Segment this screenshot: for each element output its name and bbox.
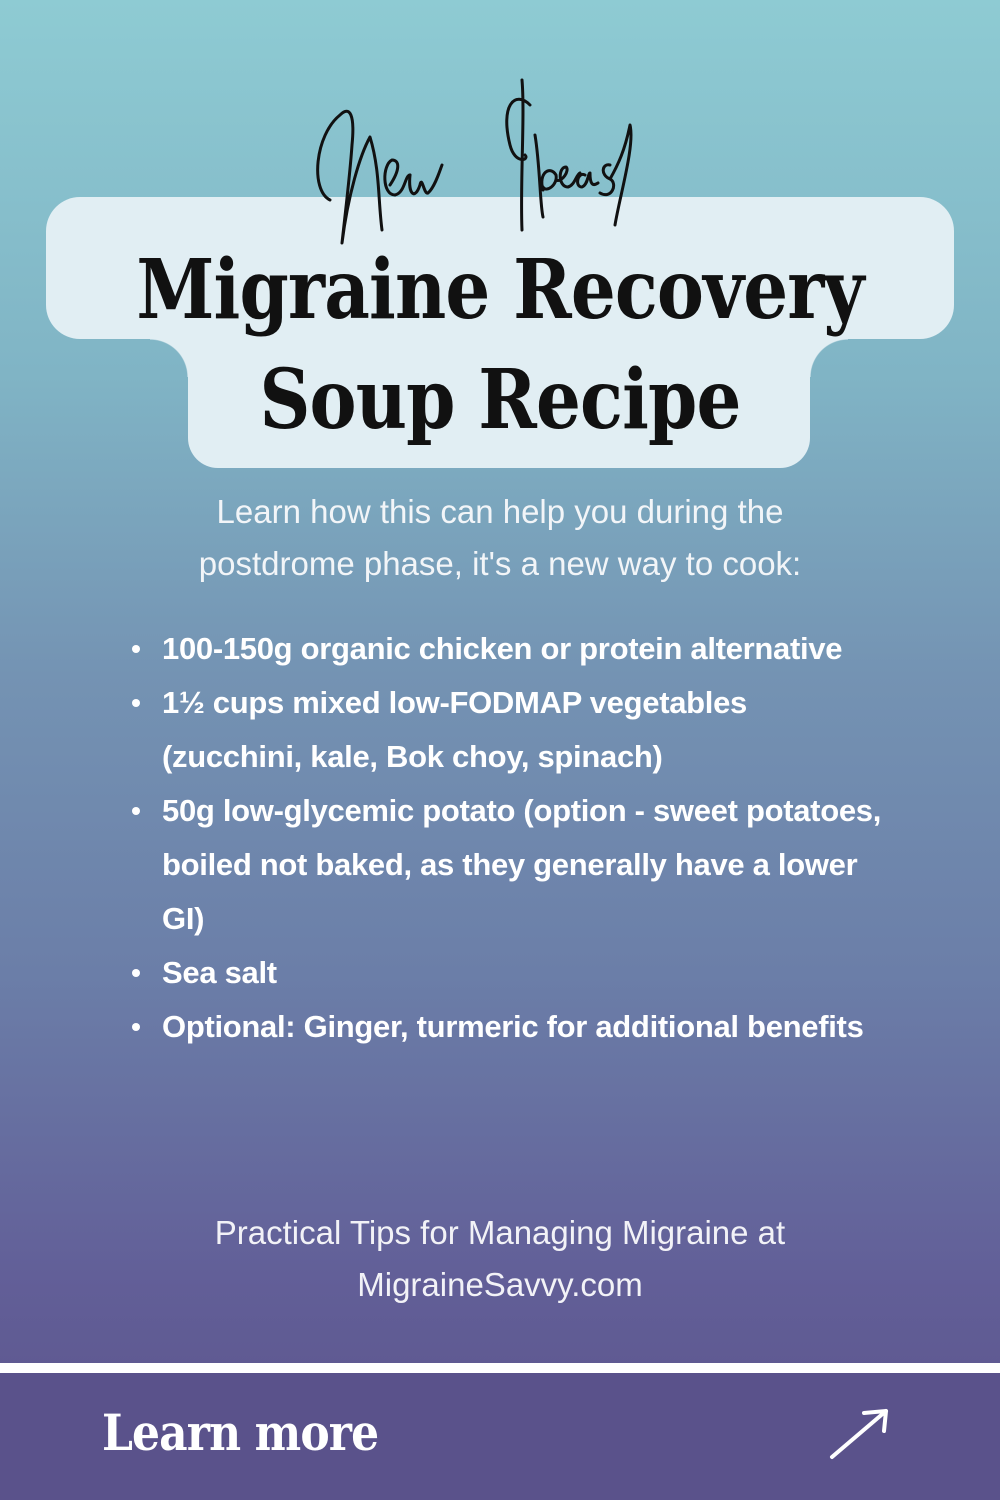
list-item: Optional: Ginger, turmeric for additional benefits bbox=[130, 1000, 890, 1054]
list-item: Sea salt bbox=[130, 946, 890, 1000]
new-ideas-script bbox=[300, 75, 720, 245]
list-item: 50g low-glycemic potato (option - sweet potatoes, boiled not baked, as they generally have a lower GI) bbox=[130, 784, 890, 946]
title-line-1: Migraine Recovery bbox=[136, 242, 864, 338]
arrow-up-right-icon bbox=[826, 1403, 896, 1463]
list-item: 100-150g organic chicken or protein alternative bbox=[130, 622, 890, 676]
intro-text bbox=[0, 486, 1000, 590]
footer-text bbox=[0, 1207, 1000, 1311]
divider bbox=[0, 1363, 1000, 1373]
title-line-2: Soup Recipe bbox=[259, 352, 741, 448]
intro-line-1: Learn how this can help you during the bbox=[216, 493, 784, 530]
learn-more-button[interactable] bbox=[0, 1373, 1000, 1500]
learn-more-label: Learn more bbox=[102, 1403, 379, 1462]
ingredient-list bbox=[130, 622, 890, 1054]
list-item: 1½ cups mixed low-FODMAP vegetables (zucchini, kale, Bok choy, spinach) bbox=[130, 676, 890, 784]
site-link[interactable]: MigraineSavvy.com bbox=[357, 1266, 643, 1303]
footer-line-1: Practical Tips for Managing Migraine at bbox=[214, 1214, 786, 1251]
page-title bbox=[70, 235, 930, 455]
intro-line-2: postdrome phase, it's a new way to cook: bbox=[198, 545, 802, 582]
